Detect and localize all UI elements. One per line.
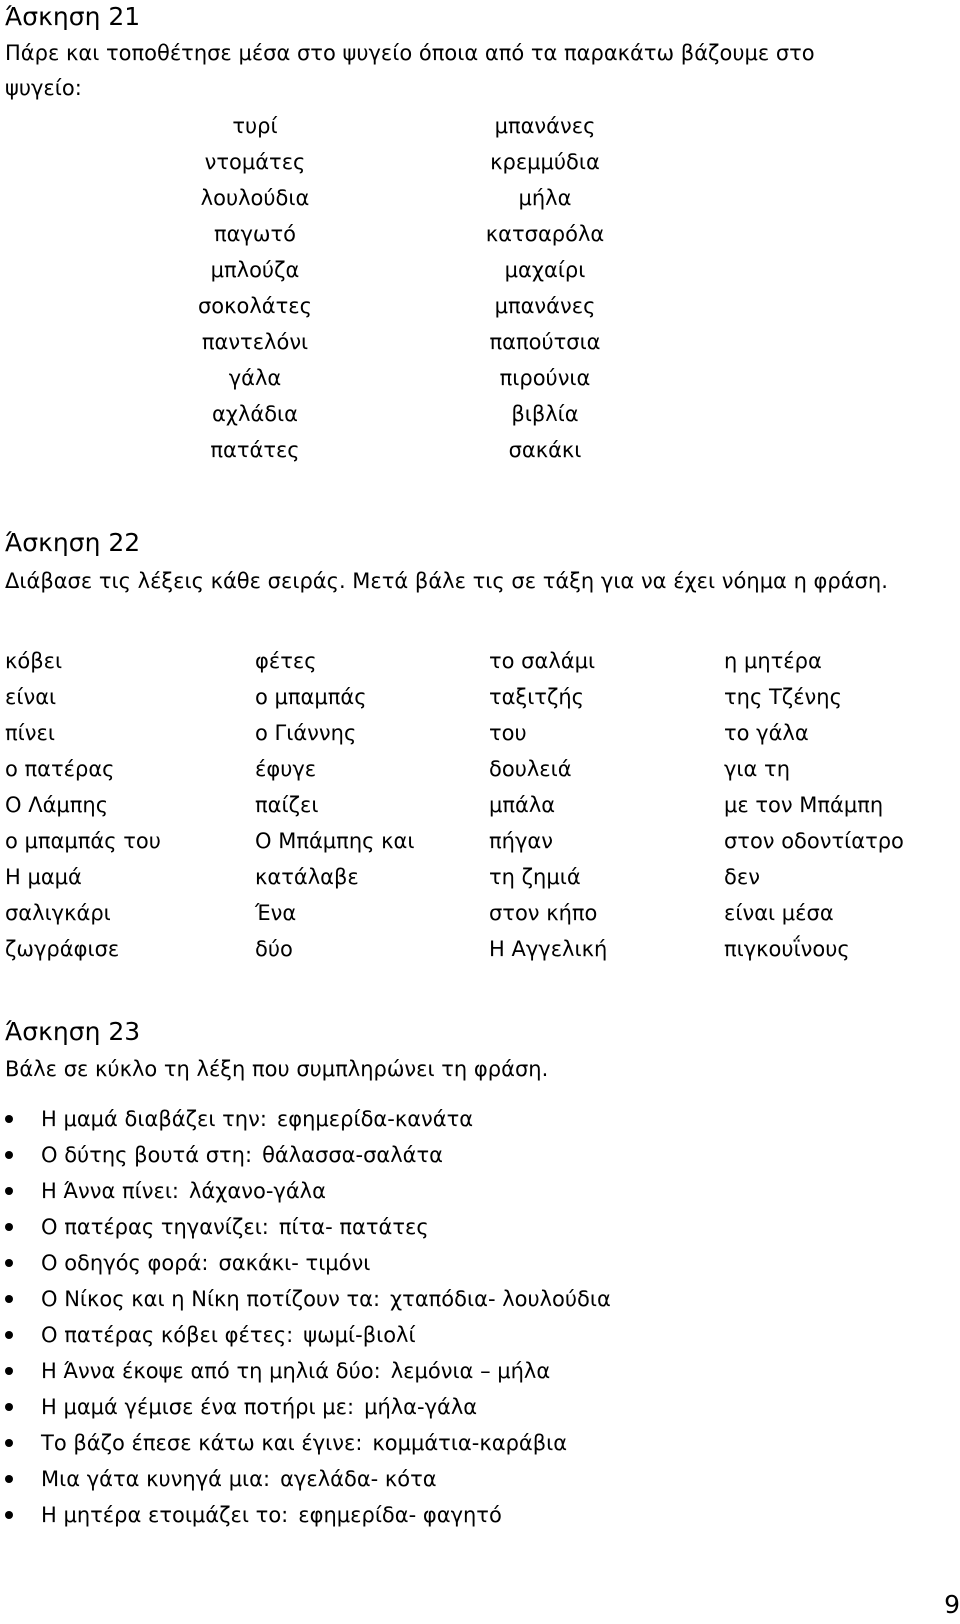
list-item [0,1425,960,1461]
sentence-prompt: Μια γάτα κυνηγά μια: [41,1467,271,1491]
sentence-prompt: Ο δύτης βουτά στη: [41,1143,253,1167]
list-item [0,1137,960,1173]
word-row [0,216,960,252]
grid-cell: το γάλα [724,721,809,745]
word-left: πατάτες [210,438,300,462]
grid-cell: για τη [724,757,791,781]
grid-cell: με τον Μπάμπη [724,793,884,817]
list-item [0,1389,960,1425]
bullet-icon [5,1115,13,1123]
exercise-22-title: Άσκηση 22 [5,528,141,557]
grid-cell: σαλιγκάρι [5,901,111,925]
answer-choices[interactable]: κομμάτια-καράβια [372,1431,568,1455]
list-item [0,1497,960,1533]
page-number: 9 [944,1590,960,1619]
word-left: ντομάτες [204,150,306,174]
grid-row [0,931,960,967]
bullet-icon [5,1259,13,1267]
word-right: μαχαίρι [504,258,586,282]
answer-choices[interactable]: χταπόδια- λουλούδια [390,1287,611,1311]
answer-choices[interactable]: σακάκι- τιμόνι [218,1251,371,1275]
word-left: παγωτό [214,222,296,246]
bullet-icon [5,1439,13,1447]
answer-choices[interactable]: εφημερίδα-κανάτα [276,1107,474,1131]
sentence-prompt: Η μητέρα ετοιμάζει το: [41,1503,289,1527]
bullet-icon [5,1331,13,1339]
answer-choices[interactable]: λεμόνια – μήλα [390,1359,551,1383]
grid-cell: ζωγράφισε [5,937,120,961]
grid-cell: το σαλάμι [489,649,596,673]
grid-cell: του [489,721,527,745]
exercise-23-instruction: Βάλε σε κύκλο τη λέξη που συμπληρώνει τη φράση. [5,1057,549,1081]
grid-cell: πιγκουΐνους [724,937,850,961]
answer-choices[interactable]: αγελάδα- κότα [280,1467,437,1491]
grid-cell: είναι μέσα [724,901,834,925]
grid-cell: τη ζημιά [489,865,581,889]
word-right: κατσαρόλα [485,222,605,246]
bullet-icon [5,1403,13,1411]
answer-choices[interactable]: θάλασσα-σαλάτα [262,1143,443,1167]
grid-cell: ο Γιάννης [255,721,357,745]
word-row [0,396,960,432]
sentence-prompt: Ο Νίκος και η Νίκη ποτίζουν τα: [41,1287,381,1311]
answer-choices[interactable]: εφημερίδα- φαγητό [298,1503,502,1527]
sentence-prompt: Ο πατέρας κόβει φέτες: [41,1323,294,1347]
answer-choices[interactable]: πίτα- πατάτες [278,1215,429,1239]
grid-cell: Ένα [255,901,297,925]
exercise-21-word-list [0,108,960,468]
grid-cell: κόβει [5,649,63,673]
bullet-icon [5,1151,13,1159]
grid-row [0,787,960,823]
sentence-prompt: Ο οδηγός φορά: [41,1251,209,1275]
bullet-icon [5,1223,13,1231]
word-row [0,144,960,180]
list-item [0,1317,960,1353]
exercise-22-word-grid [0,643,960,967]
sentence-prompt: Ο πατέρας τηγανίζει: [41,1215,269,1239]
grid-cell: παίζει [255,793,319,817]
word-right: κρεμμύδια [490,150,600,174]
word-left: σοκολάτες [198,294,312,318]
grid-cell: η μητέρα [724,649,822,673]
word-right: σακάκι [508,438,582,462]
exercise-21-instruction-line2: ψυγείο: [5,76,82,100]
list-item [0,1281,960,1317]
word-left: παντελόνι [201,330,309,354]
word-right: πιρούνια [499,366,591,390]
exercise-21-instruction-line1: Πάρε και τοποθέτησε μέσα στο ψυγείο όποια από τα παρακάτω βάζουμε στο [5,41,815,65]
answer-choices[interactable]: ψωμί-βιολί [303,1323,416,1347]
grid-cell: πίνει [5,721,55,745]
grid-row [0,895,960,931]
exercise-21-title: Άσκηση 21 [5,2,141,31]
grid-cell: ο μπαμπάς [255,685,367,709]
bullet-icon [5,1511,13,1519]
word-row [0,180,960,216]
grid-row [0,715,960,751]
grid-cell: φέτες [255,649,317,673]
list-item [0,1101,960,1137]
grid-row [0,643,960,679]
word-row [0,252,960,288]
word-right: βιβλία [511,402,579,426]
word-left: λουλούδια [200,186,310,210]
grid-cell: στον οδοντίατρο [724,829,904,853]
exercise-23-title: Άσκηση 23 [5,1017,141,1046]
bullet-icon [5,1367,13,1375]
word-left: τυρί [232,114,278,138]
grid-row [0,823,960,859]
sentence-prompt: Η Άννα έκοψε από τη μηλιά δύο: [41,1359,381,1383]
answer-choices[interactable]: λάχανο-γάλα [189,1179,326,1203]
grid-cell: ο μπαμπάς του [5,829,161,853]
sentence-prompt: Η μαμά γέμισε ένα ποτήρι με: [41,1395,355,1419]
word-right: μπανάνες [494,294,596,318]
sentence-prompt: Το βάζο έπεσε κάτω και έγινε: [41,1431,363,1455]
grid-cell: δουλειά [489,757,572,781]
word-row [0,432,960,468]
grid-cell: Η Αγγελική [489,937,608,961]
grid-cell: Η μαμά [5,865,82,889]
grid-cell: Ο Λάμπης [5,793,109,817]
word-row [0,108,960,144]
bullet-icon [5,1475,13,1483]
exercise-23-bullet-list [0,1101,960,1533]
exercise-22-instruction: Διάβασε τις λέξεις κάθε σειράς. Μετά βάλε τις σε τάξη για να έχει νόημα η φράση. [5,569,888,593]
grid-row [0,859,960,895]
grid-cell: πήγαν [489,829,553,853]
grid-row [0,679,960,715]
grid-cell: της Τζένης [724,685,842,709]
word-left: αχλάδια [211,402,299,426]
grid-cell: δεν [724,865,760,889]
grid-cell: Ο Μπάμπης και [255,829,415,853]
word-row [0,360,960,396]
grid-cell: στον κήπο [489,901,598,925]
grid-cell: ο πατέρας [5,757,115,781]
word-left: μπλούζα [210,258,300,282]
list-item [0,1209,960,1245]
list-item [0,1353,960,1389]
word-right: παπούτσια [489,330,601,354]
grid-cell: είναι [5,685,57,709]
grid-cell: έφυγε [255,757,317,781]
word-right: μήλα [518,186,572,210]
word-left: γάλα [228,366,282,390]
grid-cell: μπάλα [489,793,556,817]
bullet-icon [5,1187,13,1195]
list-item [0,1461,960,1497]
list-item [0,1173,960,1209]
word-right: μπανάνες [494,114,596,138]
bullet-icon [5,1295,13,1303]
grid-cell: ταξιτζής [489,685,585,709]
list-item [0,1245,960,1281]
sentence-prompt: Η Άννα πίνει: [41,1179,179,1203]
grid-cell: κατάλαβε [255,865,359,889]
word-row [0,324,960,360]
sentence-prompt: Η μαμά διαβάζει την: [41,1107,267,1131]
word-row [0,288,960,324]
grid-row [0,751,960,787]
grid-cell: δύο [255,937,293,961]
answer-choices[interactable]: μήλα-γάλα [364,1395,478,1419]
